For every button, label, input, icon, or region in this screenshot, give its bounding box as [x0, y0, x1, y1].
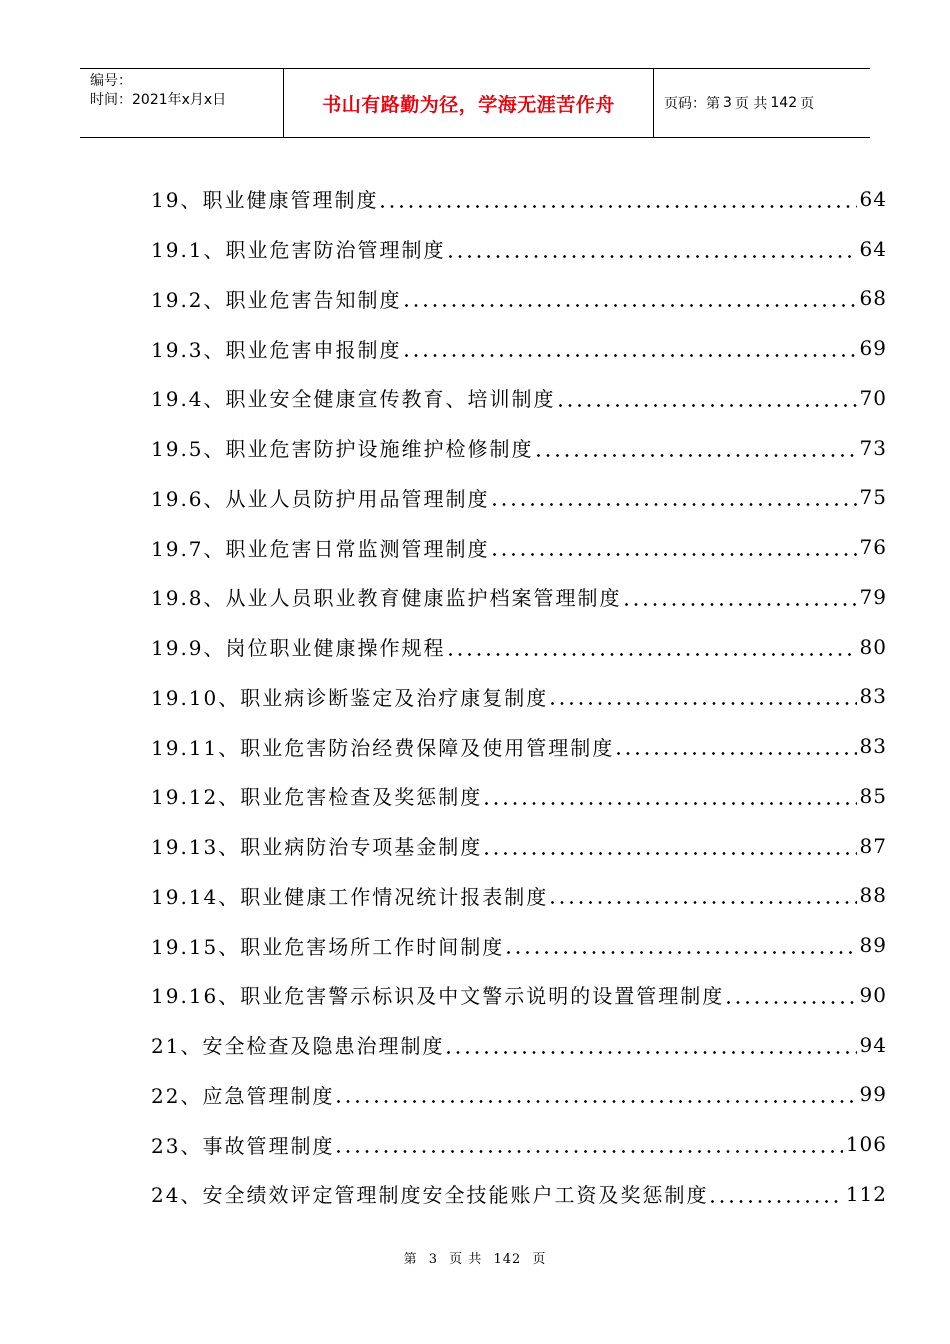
toc-entry[interactable] [151, 871, 887, 921]
toc-dot-leader [617, 735, 856, 757]
doc-time: 时间：2021年x月x日 [90, 92, 227, 108]
toc-dot-leader [449, 238, 857, 260]
toc-entry-title: 19.13、职业病防治专项基金制度 [151, 835, 483, 860]
toc-entry[interactable] [151, 721, 887, 771]
toc-dot-leader [485, 785, 856, 807]
toc-dot-leader [493, 536, 857, 558]
table-of-contents [151, 174, 887, 1219]
toc-entry-title: 19.6、从业人员防护用品管理制度 [151, 486, 490, 511]
toc-entry[interactable] [151, 672, 887, 722]
footer-mid: 页 共 [449, 1252, 483, 1267]
toc-entry-page: 73 [859, 435, 887, 460]
toc-dot-leader [537, 437, 857, 459]
header-page-current: 3 [723, 95, 732, 111]
toc-entry-title: 19.7、职业危害日常监测管理制度 [151, 536, 490, 561]
toc-dot-leader [727, 984, 856, 1006]
footer-suffix: 页 [532, 1252, 547, 1267]
toc-entry-page: 64 [859, 186, 887, 211]
toc-entry-page: 64 [859, 236, 887, 261]
toc-entry-title: 19.4、职业安全健康宣传教育、培训制度 [151, 387, 556, 412]
toc-entry-page: 94 [859, 1032, 887, 1057]
toc-entry[interactable] [151, 423, 887, 473]
toc-dot-leader [559, 387, 857, 409]
toc-dot-leader [449, 636, 857, 658]
toc-entry-page: 70 [859, 385, 887, 410]
toc-entry[interactable] [151, 224, 887, 274]
footer-total-pages: 142 [493, 1252, 522, 1267]
toc-entry-title: 19.2、职业危害告知制度 [151, 287, 402, 312]
toc-entry-title: 23、事故管理制度 [151, 1133, 335, 1158]
toc-entry-page: 90 [859, 982, 887, 1007]
toc-entry[interactable] [151, 473, 887, 523]
toc-entry[interactable] [151, 174, 887, 224]
header-motto-cell [283, 69, 654, 137]
toc-entry-title: 19.12、职业危害检查及奖惩制度 [151, 785, 483, 810]
page-footer [0, 1248, 950, 1267]
toc-dot-leader [485, 835, 856, 857]
toc-entry[interactable] [151, 821, 887, 871]
toc-dot-leader [625, 586, 857, 608]
toc-entry-page: 83 [859, 734, 887, 759]
toc-entry-title: 19、职业健康管理制度 [151, 188, 379, 213]
toc-dot-leader [447, 1034, 856, 1056]
toc-entry-page: 79 [859, 584, 887, 609]
toc-dot-leader [405, 287, 857, 309]
toc-entry[interactable] [151, 1169, 887, 1219]
toc-entry-page: 69 [859, 336, 887, 361]
toc-entry[interactable] [151, 771, 887, 821]
header-motto: 书山有路勤为径，学海无涯苦作舟 [322, 93, 615, 116]
doc-code-label: 编号： [90, 73, 132, 89]
toc-entry[interactable] [151, 572, 887, 622]
header-page-prefix: 页码：第 [664, 96, 720, 112]
toc-entry[interactable] [151, 970, 887, 1020]
toc-entry-title: 19.3、职业危害申报制度 [151, 337, 402, 362]
header-page-total: 142 [770, 95, 798, 111]
toc-dot-leader [551, 685, 856, 707]
toc-entry[interactable] [151, 622, 887, 672]
toc-entry-title: 19.1、职业危害防治管理制度 [151, 238, 446, 263]
toc-dot-leader [551, 884, 856, 906]
toc-entry[interactable] [151, 920, 887, 970]
toc-entry[interactable] [151, 522, 887, 572]
toc-entry[interactable] [151, 1020, 887, 1070]
toc-dot-leader [507, 934, 856, 956]
toc-entry-page: 83 [859, 684, 887, 709]
toc-entry-page: 106 [845, 1132, 887, 1157]
toc-entry-page: 89 [859, 933, 887, 958]
toc-dot-leader [405, 337, 857, 359]
header-meta [80, 69, 283, 137]
toc-entry-title: 19.5、职业危害防护设施维护检修制度 [151, 437, 534, 462]
toc-entry[interactable] [151, 1119, 887, 1169]
footer-prefix: 第 [403, 1252, 418, 1267]
toc-entry-page: 87 [859, 833, 887, 858]
toc-entry-title: 21、安全检查及隐患治理制度 [151, 1034, 445, 1059]
toc-entry-title: 19.11、职业危害防治经费保障及使用管理制度 [151, 735, 615, 760]
toc-entry-page: 99 [859, 1082, 887, 1107]
toc-entry[interactable] [151, 373, 887, 423]
toc-entry[interactable] [151, 323, 887, 373]
toc-entry-title: 19.16、职业危害警示标识及中文警示说明的设置管理制度 [151, 984, 725, 1009]
toc-entry-page: 85 [859, 783, 887, 808]
toc-entry-title: 24、安全绩效评定管理制度安全技能账户工资及奖惩制度 [151, 1183, 709, 1208]
toc-entry-title: 19.14、职业健康工作情况统计报表制度 [151, 884, 549, 909]
toc-dot-leader [493, 486, 857, 508]
header-page-mid: 页 共 [734, 96, 768, 112]
toc-entry-page: 80 [859, 634, 887, 659]
toc-entry-page: 88 [859, 883, 887, 908]
toc-entry[interactable] [151, 1070, 887, 1120]
toc-dot-leader [381, 188, 856, 210]
toc-entry-title: 22、应急管理制度 [151, 1083, 335, 1108]
toc-entry-title: 19.10、职业病诊断鉴定及治疗康复制度 [151, 685, 549, 710]
toc-entry-page: 75 [859, 485, 887, 510]
toc-dot-leader [337, 1083, 856, 1105]
toc-entry-page: 68 [859, 286, 887, 311]
page-header [80, 68, 870, 138]
footer-current-page: 3 [428, 1252, 439, 1267]
toc-dot-leader [337, 1133, 842, 1155]
toc-entry[interactable] [151, 274, 887, 324]
toc-entry-title: 19.15、职业危害场所工作时间制度 [151, 934, 505, 959]
toc-entry-title: 19.8、从业人员职业教育健康监护档案管理制度 [151, 586, 622, 611]
header-page-suffix: 页 [800, 96, 815, 112]
header-page-info [654, 69, 870, 137]
toc-entry-page: 76 [859, 535, 887, 560]
toc-entry-page: 112 [845, 1181, 887, 1206]
toc-dot-leader [711, 1183, 842, 1205]
toc-entry-title: 19.9、岗位职业健康操作规程 [151, 636, 446, 661]
